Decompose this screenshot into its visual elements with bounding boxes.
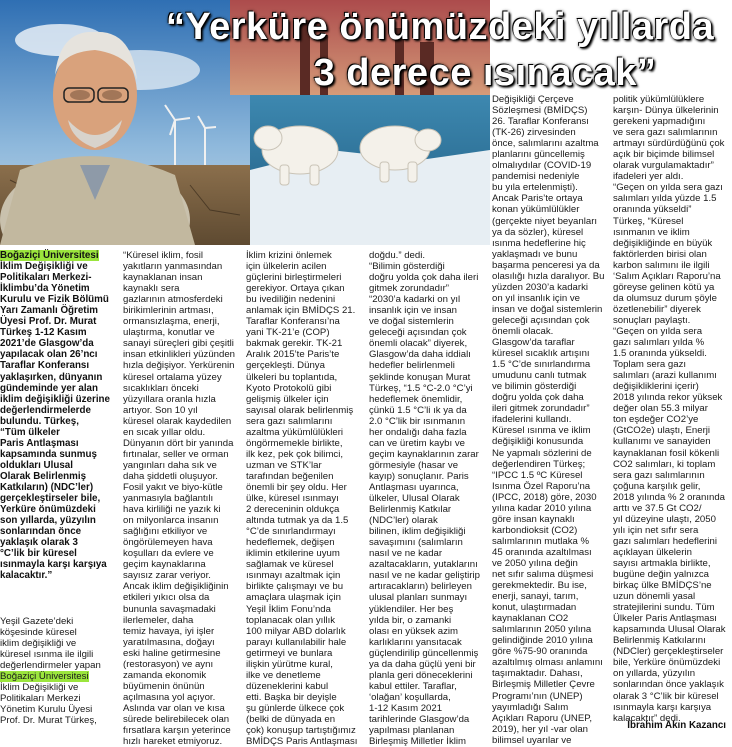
article-column-5: Değişikliği Çerçeve Sözleşmesi (BMİDÇS) 26. Taraflar Konferansı (TK-26) zirvesinden önce, salımlarını azaltma planlarını güncellemiş olmalıydılar (COVID-19 pandemisi nedeniyle bu yıla ertelenmişti). Ancak Paris’te ortaya konan yükümlülükler (gerçekte niyet beyanları ya da sözler), küresel ısınma hedeflerine hiç yaklaşmadı ve bunu başarma penceresi ya da olasılığı hızla daralıyor. Bu yüzden 2030’a kadarki on yıl insanlık için ve insan ve doğal sistemlerin geleceği açısından çok önemli olacak. Glasgow’da taraflar küresel sıcaklık artışını 1.5 °C’de sınırlandırma umudunu canlı tutmak ve bilimin gösterdiği doğru yolda çok daha ileri gitmek zorundadır” ifadelerini kullandı. Küresel ısınma ve iklim değişikliği konusunda Ne yapmalı sözlerini de değerlendiren Türkeş; “IPCC 1.5 ºC Küresel Isınma Özel Raporu’na (IPCC, 2018) göre, 2030 yılına kadar 2010 yılına göre insan kaynaklı karbondioksit (CO2) salımlarının mutlaka % 45 oranında azaltılması ve 2050 yılına değin net sıfır salıma düşmesi gerekmektedir. Bu ise, enerji, sanayi, tarım, konut, ulaştırmadan kaynaklanan CO2 salımlarının 2050 yılına gelindiğinde 2010 yılına göre %75-90 oranında azaltılmış olması anlamını taşımaktadır. Dahası, Birleşmiş Milletler Çevre Programı’nın (UNEP) yayımladığı Salım Açıkları Raporu (UNEP, 2019), her yıl -var olan bilimsel uyarılar ve bbox=[492, 94, 605, 746]
author-byline: İbrahim Akın Kazancı bbox=[627, 720, 726, 731]
article-column-4: doğdu.” dedi. “Bilimin gösterdiği doğru yolda çok daha ileri gitmek zorundadır” “2030’a kadarki on yıl insanlık için ve insan ve doğal sistemlerin geleceği açısından çok önemli olacak” diyerek, Glasgow’da daha iddialı hedefler belirlenmeli şeklinde konuşan Murat Türkeş, “1.5 °C-2.0 °C’yi hedeflemek önemlidir, çünkü 1.5 °C’li ık ya da 2.0 °C’lik bir ısınmanın her ondalığı daha fazla can ve üretim kaybı ve geçim kaynaklarının zarar görmesiyle (hasar ve kayıp) sonuçlanır. Paris Antlaşması uyarınca, ülkeler, Ulusal Olarak Belirlenmiş Katkılar (NDC’ler) olarak bilinen, iklim değişikliği savaşımını (salımların nasıl ve ne kadar azaltacakların, yutaklarını nasıl ve ne kadar geliştirip artıracakların) belirleyen ulusal planları sunmayı yüklendiler. Her beş yılda bir, o zamanki olası en yüksek azim karlıklarını yansıtacak güçlendirilip güncellenmiş ya da daha güçlü yeni bir planla geri döneceklerini kabul ettiler. Taraflar, ‘olağan’ koşullarda, 1-12 Kasım 2021 tarihlerinde Glasgow’da yapılması planlanan Birleşmiş Milletler İklim bbox=[369, 250, 480, 747]
university-highlight-2: Boğaziçi Üniversitesi bbox=[0, 671, 89, 683]
university-highlight: Boğaziçi Üniversitesi bbox=[0, 250, 99, 261]
intro-normal-text-b: İklim Değişikliği ve Politikaları Merkezi Yönetim Kurulu Üyesi Prof. Dr. Murat Türkeş, bbox=[0, 682, 97, 727]
article-column-2: “Küresel iklim, fosil yakıtların yanmasından kaynaklanan insan kaynaklı sera gazlarının atmosferdeki birikimlerinin artması, ormansızlaşma, enerji, ulaştırma, konutlar ve sanayi süreçleri gibi çeşitli insan etkinlikleri yüzünden hızla değişiyor. Yerkürenin küresel ortalama yüzey sıcaklıkları önceki yüzyıllara oranla hızla artıyor. Son 10 yıl küresel olarak kaydedilen en sıcak yıllar oldu. Dünyanın dört bir yanında fırtınalar, seller ve orman yangınları daha sık ve daha şiddetli oluşuyor. Fosil yakıt ve biyo-kütle yanmasıyla bağlantılı hava kirliliği ne yazık ki on milyonlarca insanın sağlığını etkiliyor ve öngörülemeyen hava koşulları da evlere ve geçim kaynaklarına sayısız zarar veriyor. Ancak iklim değişikliğinin etkileri yıkıcı olsa da bununla savaşmadaki ilerlemeler, daha temiz havaya, iyi işler yaratılmasına, doğayı eski haline getirmesine (restorasyon) ve aynı zamanda ekonomik büyümenin önünün açılmasına yol açıyor. Aslında var olan ve kısa sürede belirebilecek olan fırsatlara karşın yeterince hızlı hareket etmiyoruz. bbox=[123, 250, 235, 747]
intro-secondary bbox=[0, 616, 118, 726]
article-column-3: İklim krizini önlemek için ülkelerin acilen güçlerini birleştirmeleri gerekiyor. Ortaya çıkan bu ivediliğin nedenini anlamak için BMİDÇS 21. Taraflar Konferansı’na yani TK-21’e (COP) bakmak gerekir. TK-21 Aralık 2015’te Paris’te gerçekleşti. Dünya ülkeleri bu toplantıda, Kyoto Protokolü gibi gelişmiş ülkeler için sayısal olarak belirlenmiş sera gazı salımlarını azaltma yükümlülükleri öngörmemekle birlikte, ilk kez, pek çok bilimci, uzman ve STK’lar tarafından beğenilen önemli bir şey oldu. Her ülke, küresel ısınmayı 2 dereceninin oldukça altında tutmak ya da 1.5 °C’de sınırlandırmayı hedeflemek, değişen iklimin etkilerine uyum sağlamak ve küresel ısınmayı azaltmak için birlikte çalışmayı ve bu amaçlara ulaşmak için Yeşil İklim Fonu’nda toplanacak olan yıllık 100 milyar ABD dolarlık parayı kullanılabilir hale getirmeyi ve bunlara ilişkin yürütme kural, ilke ve denetleme düzeneklerini kabul etti. Başka bir deyişle şu günlerde ülkece çok (belki de dünyada en çok) konuşup tartıştığımız BMİDÇS Paris Antlaşması bbox=[246, 250, 358, 747]
headline-line-1: “Yerküre önümüzdeki yıllarda bbox=[165, 6, 715, 48]
intro-lead bbox=[0, 250, 118, 581]
intro-bold-text: İklim Değişikliği ve Politikaları Merkezi- İklimbu’da Yönetim Kurulu ve Fizik Bölümü Yarı Zamanlı Öğretim Üyesi Prof. Dr. Murat Türkeş 1-12 Kasım 2021’de Glasgow’da yapılacak olan 26’ncı Taraflar Konferansı yaklaşırken, dünyanın gündeminde yer alan iklim değişikliği üzerine değerlendirmelerde bulundu. Türkeş, “Tüm ülkeler Paris Antlaşması kapsamında sunmuş oldukları Ulusal Olarak Belirlenmiş Katkıların) (NDC’ler) gerçekleştirseler bile, Yerküre önümüzdeki son yıllarda, yüzyılın sonlarından önce yaklaşık olarak 3 °C’lik bir küresel ısınmayla karşı karşıya kalacaktır.” bbox=[0, 261, 110, 582]
article-headline bbox=[150, 4, 730, 96]
article-column-6: politik yükümlülüklere karşın- Dünya ülkelerinin gerekeni yapmadığını ve sera gazı salımlarının artmayı sürdürdüğünü çok açık bir biçimde bilimsel olarak vurgulamaktadır” ifadeleri yer aldı. “Geçen on yılda sera gazı salımları yılda yüzde 1.5 oranında yükseldi” Türkeş, “Küresel ısınmanın ve iklim değişikliğinde en büyük faktörlerden birisi olan karbon salımını ile ilgili ‘Salım Açıkları Raporu’na göreyse gelinen kötü ya da olumsuz durum şöyle özetlenebilir” diyerek sonuçları paylaştı. “Geçen on yılda sera gazı salımları yılda % 1.5 oranında yükseldi. Toplam sera gazı salımları (arazi kullanımı değişikliklerini içerir) 2018 yılında rekor yüksek değer olan 55.3 milyar ton eşdeğer CO2’ye (GtCO2e) ulaştı, Enerji kullanımı ve sanayiden kaynaklanan fosil kökenli CO2 salımları, ki toplam sera gazı salımlarının çoğuna karşılık gelir, 2018 yılında % 2 oranında arttı ve 37.5 Gt CO2/ yıl düzeyine ulaştı, 2050 yılı için net sıfır sera gazı salımları hedeflerini açıklayan ülkelerin sayısı artmakla birlikte, bugüne değin yalnızca birkaç ülke BMİDÇS’ne uzun dönemli yasal stratejilerini sundu. Tüm Ülkeler Paris Antlaşması kapsamında Ulusal Olarak Belirlenmiş Katkılarını (NDCler) gerçekleştirseler bile, Yerküre önümüzdeki on yıllarda, yüzyılın sonlarından önce yaklaşık olarak 3 °C’lik bir küresel ısınmayla karşı karşıya kalacaktır” dedi. bbox=[613, 94, 726, 724]
intro-normal-text-a: Yeşil Gazete’deki köşesinde küresel iklim değişikliği ve küresel ısınma ile ilgili değerlendirmeler yapan bbox=[0, 616, 101, 672]
headline-line-2: 3 derece ısınacak” bbox=[313, 52, 657, 94]
